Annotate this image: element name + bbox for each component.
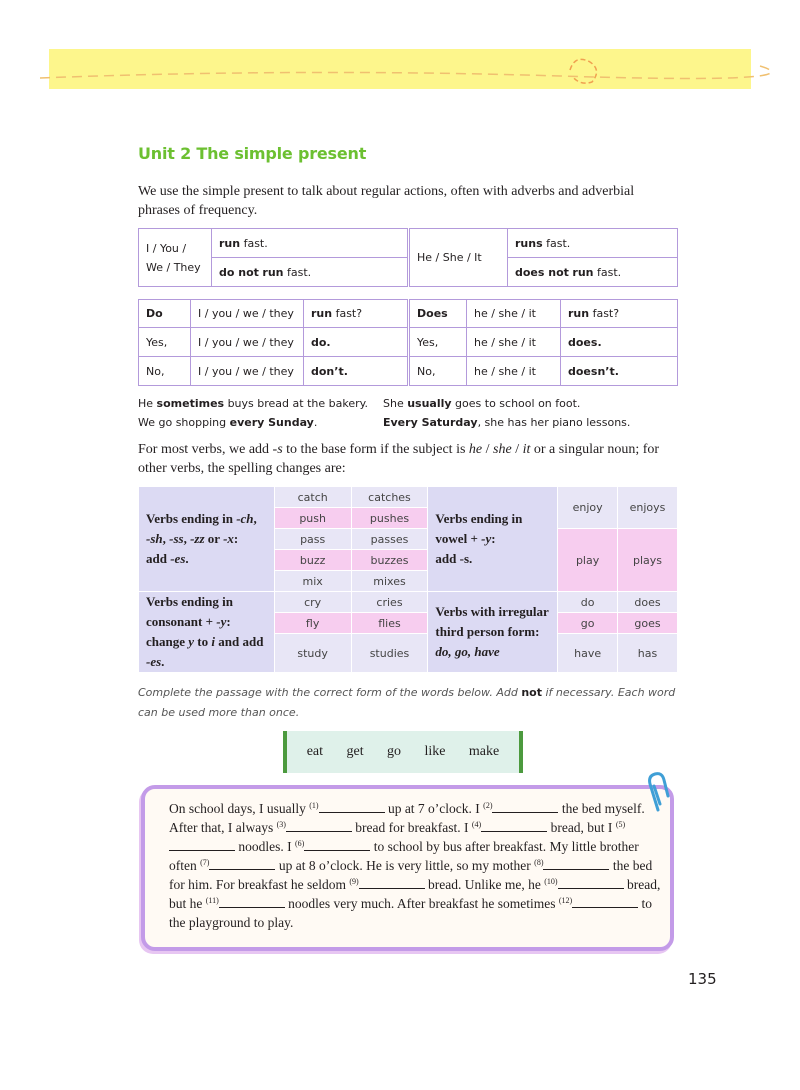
exercise-instruction: Complete the passage with the correct form of the words below. Add not if necessary. Each word can be used more than once.: [138, 686, 676, 719]
affirmative-table-singular: [409, 228, 678, 287]
third-person-form: pushes: [351, 508, 428, 529]
question-table-singular: [409, 299, 678, 386]
negative-cell: does not run fast.: [508, 258, 678, 287]
word-bank: [283, 731, 523, 773]
word-bank-item: make: [468, 744, 500, 759]
answer-blank[interactable]: [219, 896, 285, 908]
base-form: go: [558, 613, 618, 634]
exercise-passage: On school days, I usually $^{(1)}$ up at 7 o’clock. I $^{(2)}$ the bed myself. After that, I always $^{(3)}$ bread for breakfast. I $^{(4)}$ bread, but I $^{(5)}$ noodles. I $^{(6)}$ to school by bus after breakfast. My little brother often $^{(7)}$ up at 8 o’clock. He is very little, so my mother $^{(8)}$ the bed for him. For breakfast he seldom $^{(9)}$ bread. Unlike me, he $^{(10)}$ bread, but he $^{(11)}$ noodles very much. After breakfast he sometimes $^{(12)}$ to the playground to play.: [169, 801, 661, 930]
base-form: enjoy: [558, 487, 618, 529]
spelling-rules-table: [138, 486, 678, 673]
answer-blank[interactable]: [319, 801, 385, 813]
unit-title: Unit 2 The simple present: [138, 144, 367, 163]
example-sentence: We go shopping every Sunday.: [138, 416, 318, 429]
base-form: do: [558, 592, 618, 613]
third-person-form: cries: [351, 592, 428, 613]
subject-cell: I / You / We / They: [139, 229, 212, 287]
subject-cell: I / you / we / they: [191, 357, 304, 386]
base-form: fly: [274, 613, 351, 634]
example-sentence: Every Saturday, she has her piano lessons.: [383, 416, 631, 429]
answer-blank[interactable]: [304, 839, 370, 851]
example-sentence: She usually goes to school on foot.: [383, 397, 581, 410]
answer-cell: Yes,: [139, 328, 191, 357]
subject-cell: I / you / we / they: [191, 328, 304, 357]
third-person-form: catches: [351, 487, 428, 508]
vowel-rule-label: Verbs ending in vowel + -y: add -s.: [428, 487, 558, 592]
aux-cell: Do: [139, 300, 191, 328]
subject-cell: he / she / it: [467, 300, 561, 328]
example-sentence: He sometimes buys bread at the bakery.: [138, 397, 369, 410]
word-bank-item: eat: [306, 744, 324, 759]
answer-blank[interactable]: [169, 839, 235, 851]
base-form: catch: [274, 487, 351, 508]
page-number: 135: [688, 970, 717, 988]
third-person-form: studies: [351, 634, 428, 673]
answer-blank[interactable]: [359, 877, 425, 889]
subject-cell: he / she / it: [467, 328, 561, 357]
word-bank-item: go: [387, 744, 402, 759]
header-dash-decoration: [0, 40, 800, 100]
short-answer-cell: does.: [561, 328, 678, 357]
short-answer-cell: doesn’t.: [561, 357, 678, 386]
answer-blank[interactable]: [481, 820, 547, 832]
short-answer-cell: do.: [304, 328, 408, 357]
answer-blank[interactable]: [558, 877, 624, 889]
answer-blank[interactable]: [209, 858, 275, 870]
base-form: push: [274, 508, 351, 529]
third-person-form: does: [618, 592, 678, 613]
third-person-form: mixes: [351, 571, 428, 592]
spelling-intro-paragraph: For most verbs, we add -s to the base form if the subject is he / she / it or a singular noun; for other verbs, the spelling changes are:: [138, 442, 660, 476]
answer-cell: No,: [410, 357, 467, 386]
base-form: pass: [274, 529, 351, 550]
answer-blank[interactable]: [492, 801, 558, 813]
subject-cell: I / you / we / they: [191, 300, 304, 328]
affirmative-table-plural: [138, 228, 408, 287]
answer-blank[interactable]: [286, 820, 352, 832]
consonant-rule-label: Verbs ending in consonant + -y: change y to i and add -es.: [139, 592, 275, 673]
question-table-plural: [138, 299, 408, 386]
word-bank-item: get: [346, 744, 364, 759]
third-person-form: buzzes: [351, 550, 428, 571]
third-person-form: enjoys: [618, 487, 678, 529]
short-answer-cell: don’t.: [304, 357, 408, 386]
answer-cell: Yes,: [410, 328, 467, 357]
verb-cell: run fast?: [561, 300, 678, 328]
affirmative-cell: runs fast.: [508, 229, 678, 258]
subject-cell: he / she / it: [467, 357, 561, 386]
third-person-form: has: [618, 634, 678, 673]
third-person-form: passes: [351, 529, 428, 550]
answer-blank[interactable]: [572, 896, 638, 908]
intro-paragraph: We use the simple present to talk about regular actions, often with adverbs and adverbial phrases of frequency.: [138, 184, 635, 218]
base-form: cry: [274, 592, 351, 613]
aux-cell: Does: [410, 300, 467, 328]
verb-cell: run fast?: [304, 300, 408, 328]
base-form: buzz: [274, 550, 351, 571]
base-form: play: [558, 529, 618, 592]
third-person-form: goes: [618, 613, 678, 634]
word-bank-item: like: [424, 744, 446, 759]
affirmative-cell: run fast.: [212, 229, 408, 258]
negative-cell: do not run fast.: [212, 258, 408, 287]
es-rule-label: Verbs ending in -ch, -sh, -ss, -zz or -x: add -es.: [139, 487, 275, 592]
third-person-form: flies: [351, 613, 428, 634]
answer-blank[interactable]: [543, 858, 609, 870]
third-person-form: plays: [618, 529, 678, 592]
base-form: have: [558, 634, 618, 673]
base-form: mix: [274, 571, 351, 592]
irregular-rule-label: Verbs with irregular third person form: do, go, have: [428, 592, 558, 673]
answer-cell: No,: [139, 357, 191, 386]
base-form: study: [274, 634, 351, 673]
subject-cell: He / She / It: [410, 229, 508, 287]
